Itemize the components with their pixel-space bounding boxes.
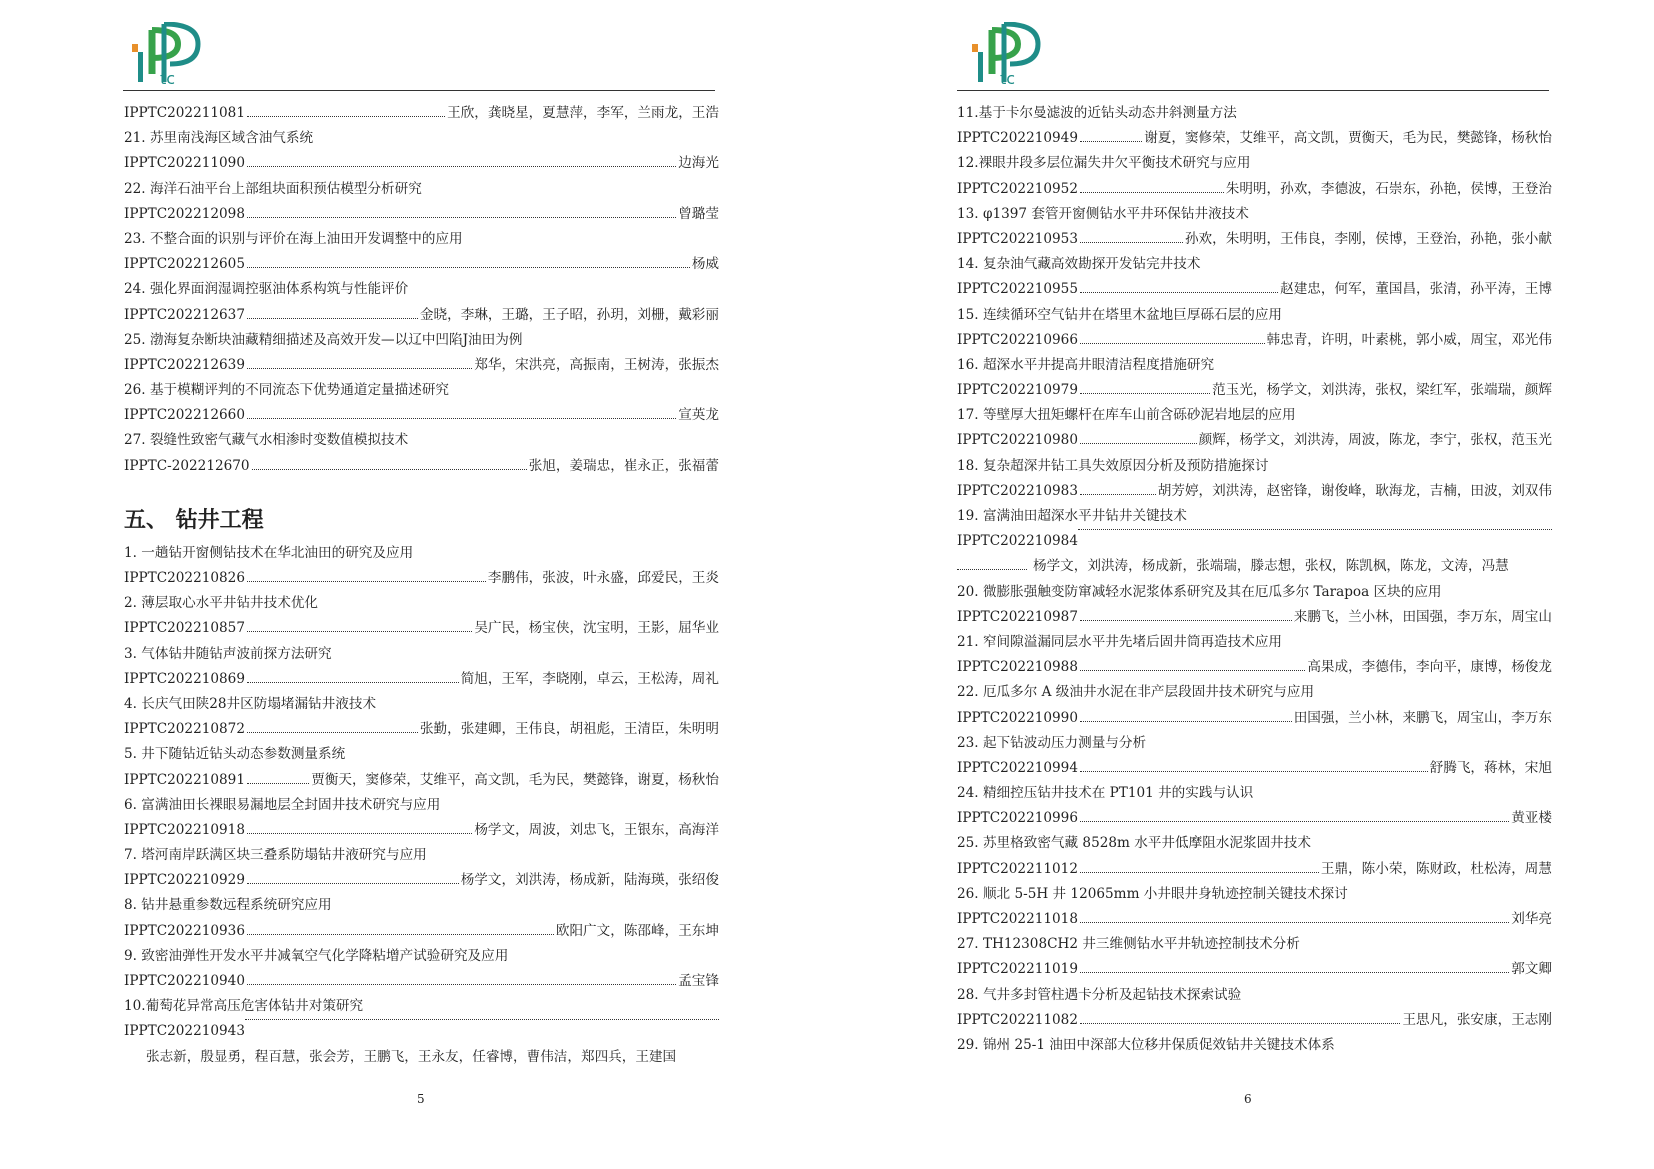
entry-title: 25. 渤海复杂断块油藏精细描述及高效开发—以辽中凹陷J油田为例 xyxy=(124,331,523,348)
entry-title: 24. 强化界面润湿调控驱油体系构筑与性能评价 xyxy=(124,281,409,298)
ipptc-logo xyxy=(130,22,208,90)
entry-code-row: IPPTC202210987 来鹏飞，兰小林，田国强，李万东，周宝山 xyxy=(957,608,1552,625)
entry-code-row: IPPTC202210996 黄亚楼 xyxy=(957,810,1552,827)
entry-title: 5. 井下随钻近钻头动态参数测量系统 xyxy=(124,746,346,763)
entry-title: 9. 致密油弹性开发水平井减氧空气化学降粘增产试验研究及应用 xyxy=(124,947,509,964)
entry-code-row: IPPTC202212637 金晓，李琳，王璐，王子昭，孙玥，刘栅，戴彩丽 xyxy=(124,306,719,323)
entry-title: 28. 气井多封管柱遇卡分析及起钻技术探索试验 xyxy=(957,986,1242,1003)
entry-code-row: IPPTC202210988 高果成，李德伟，李向平，康博，杨俊龙 xyxy=(957,659,1552,676)
entry-title: 7. 塔河南岸跃满区块三叠系防塌钻井液研究与应用 xyxy=(124,847,427,864)
entry-code-row: IPPTC202210918 杨学文，周波，刘忠飞，王银东，高海洋 xyxy=(124,821,719,838)
entry-title: 23. 不整合面的识别与评价在海上油田开发调整中的应用 xyxy=(124,230,463,247)
entry-code-row: IPPTC202210943 xyxy=(124,1019,719,1044)
entry-code-row: IPPTC202210891 贾衡天，窦修荣，艾维平，高文凯，毛为民，樊懿锋，谢夏，杨秋怡 xyxy=(124,771,719,788)
entry-authors: 张志新，殷显勇，程百慧，张会芳，王鹏飞，王永友，任睿博，曹伟洁，郑四兵，王建国 xyxy=(146,1048,677,1065)
entry-title: 19. 富满油田超深水平井钻井关键技术 xyxy=(957,508,1187,524)
entry-code-row: IPPTC202210994 舒腾飞，蒋林，宋旭 xyxy=(957,759,1552,776)
entry-title: 8. 钻井悬重参数远程系统研究应用 xyxy=(124,897,332,914)
entry-code-row: IPPTC202210949 谢夏，窦修荣，艾维平，高文凯，贾衡天，毛为民，樊懿锋，杨秋怡 xyxy=(957,130,1552,147)
entry-title: 18. 复杂超深井钻工具失效原因分析及预防措施探讨 xyxy=(957,457,1269,474)
entry-title: 20. 微膨胀强触变防窜减轻水泥浆体系研究及其在厄瓜多尔 Tarapoa 区块的应用 xyxy=(957,583,1442,600)
entry-title: 12.裸眼井段多层位漏失井欠平衡技术研究与应用 xyxy=(957,155,1251,172)
ipptc-logo xyxy=(970,22,1048,90)
entry-title: 11.基于卡尔曼滤波的近钻头动态井斜测量方法 xyxy=(957,105,1237,121)
entry-code-row: IPPTC202210857 吴广民，杨宝侠，沈宝明，王影，屈华业 xyxy=(124,620,719,637)
entry-code-row: IPPTC202211019 郭文卿 xyxy=(957,961,1552,978)
entry-title: 17. 等壁厚大扭矩螺杆在库车山前含砾砂泥岩地层的应用 xyxy=(957,407,1296,424)
entry-code-row: IPPTC202210983 胡芳婷，刘洪涛，赵密锋，谢俊峰，耿海龙，吉楠，田波，刘双伟 xyxy=(957,482,1552,499)
header-rule xyxy=(957,90,1549,91)
entry-title: 10.葡萄花异常高压危害体钻井对策研究 xyxy=(124,998,364,1015)
right-page xyxy=(827,0,1654,1169)
entry-code-row: IPPTC202210955 赵建忠，何军，董国昌，张清，孙平涛，王博 xyxy=(957,281,1552,298)
entry-code-row: IPPTC202210826 李鹏伟，张波，叶永盛，邱爱民，王炎 xyxy=(124,570,719,586)
entry-title: 3. 气体钻井随钻声波前探方法研究 xyxy=(124,645,332,662)
entry-code-row: IPPTC202211081 王欣，龚晓星，夏慧萍，李军，兰雨龙，王浩 xyxy=(124,105,719,121)
entry-code-row: IPPTC202210929 杨学文，刘洪涛，杨成新，陆海瑛，张绍俊 xyxy=(124,872,719,889)
entry-code-row: IPPTC202212605 杨威 xyxy=(124,256,719,273)
right-content xyxy=(957,101,1552,1058)
entry-title: 22. 厄瓜多尔 A 级油井水泥在非产层段固井技术研究与应用 xyxy=(957,684,1315,701)
entry-code-row: IPPTC202210990 田国强，兰小林，来鹏飞，周宝山，李万东 xyxy=(957,709,1552,726)
section-heading: 五、 钻井工程 xyxy=(124,507,264,533)
entry-title: 15. 连续循环空气钻井在塔里木盆地巨厚砾石层的应用 xyxy=(957,306,1283,323)
entry-title: 13. φ1397 套管开窗侧钻水平井环保钻井液技术 xyxy=(957,205,1249,222)
entry-code-row: IPPTC202210940 孟宝锋 xyxy=(124,973,719,989)
entry-title: 27. TH12308CH2 井三维侧钻水平井轨迹控制技术分析 xyxy=(957,936,1300,953)
entry-authors: 杨学文，刘洪涛，杨成新，张端瑞，滕志想，张权，陈凯枫，陈龙，文涛，冯慧 xyxy=(957,554,1552,579)
entry-code-row: IPPTC202210984 xyxy=(957,529,1552,554)
entry-code-row: IPPTC202210966 韩忠青，许明，叶素桃，郭小威，周宝，邓光伟 xyxy=(957,331,1552,348)
entry-code-row: IPPTC-202212670 张旭，姜瑞忠，崔永正，张福蕾 xyxy=(124,457,719,474)
entry-title: 14. 复杂油气藏高效勘探开发钻完井技术 xyxy=(957,256,1201,273)
svg-text:tc: tc xyxy=(1000,69,1016,88)
entry-code-row: IPPTC202210979 范玉光，杨学文，刘洪涛，张权，梁红军，张端瑞，颜辉 xyxy=(957,382,1552,399)
entry-title: 29. 锦州 25-1 油田中深部大位移井保质促效钻井关键技术体系 xyxy=(957,1036,1335,1053)
entry-title: 26. 基于模糊评判的不同流态下优势通道定量描述研究 xyxy=(124,382,450,399)
entry-title: 25. 苏里格致密气藏 8528m 水平井低摩阻水泥浆固井技术 xyxy=(957,835,1311,852)
entry-code-row: IPPTC202211018 刘华亮 xyxy=(957,911,1552,927)
entry-title: 23. 起下钻波动压力测量与分析 xyxy=(957,734,1147,751)
entry-code-row: IPPTC202212639 郑华，宋洪亮，高振南，王树涛，张振杰 xyxy=(124,356,719,373)
page-number: 6 xyxy=(1244,1092,1252,1106)
entry-code-row: IPPTC202211082 王思凡，张安康，王志刚 xyxy=(957,1011,1552,1028)
entry-code-row: IPPTC202210872 张勤，张建卿，王伟良，胡祖彪，王清臣，朱明明 xyxy=(124,721,719,738)
entry-code-row: IPPTC202212660 宣英龙 xyxy=(124,407,719,424)
entry-title: 26. 顺北 5-5H 井 12065mm 小井眼井身轨迹控制关键技术探讨 xyxy=(957,885,1348,902)
entry-code-row: IPPTC202210952 朱明明，孙欢，李德波，石崇东，孙艳，侯博，王登治 xyxy=(957,180,1552,197)
entry-title: 21. 窄间隙溢漏同层水平井先堵后固井筒再造技术应用 xyxy=(957,633,1283,650)
entry-title: 21. 苏里南浅海区域含油气系统 xyxy=(124,130,314,147)
left-content xyxy=(124,101,719,1070)
entry-title: 24. 精细控压钻井技术在 PT101 井的实践与认识 xyxy=(957,785,1254,802)
entry-code-row: IPPTC202211012 王鼎，陈小荣，陈财政，杜松涛，周慧 xyxy=(957,860,1552,877)
entry-title: 6. 富满油田长裸眼易漏地层全封固井技术研究与应用 xyxy=(124,796,441,813)
svg-text:tc: tc xyxy=(160,69,176,88)
entry-code-row: IPPTC202211090 边海光 xyxy=(124,155,719,172)
page-number: 5 xyxy=(417,1092,425,1106)
entry-title: 1. 一趟钻开窗侧钻技术在华北油田的研究及应用 xyxy=(124,544,414,561)
entry-code-row: IPPTC202212098 曾璐莹 xyxy=(124,205,719,222)
entry-title: 2. 薄层取心水平井钻井技术优化 xyxy=(124,595,319,612)
header-rule xyxy=(123,90,715,91)
entry-code-row: IPPTC202210953 孙欢，朱明明，王伟良，李刚，侯博，王登治，孙艳，张小献 xyxy=(957,230,1552,247)
entry-title: 16. 超深水平井提高井眼清洁程度措施研究 xyxy=(957,356,1215,373)
entry-code-row: IPPTC202210936 欧阳广文，陈邵峰，王东坤 xyxy=(124,922,719,939)
entry-code-row: IPPTC202210869 简旭，王军，李晓刚，卓云，王松涛，周礼 xyxy=(124,670,719,687)
entry-code-row: IPPTC202210980 颜辉，杨学文，刘洪涛，周波，陈龙，李宁，张权，范玉光 xyxy=(957,432,1552,449)
entry-title: 4. 长庆气田陕28井区防塌堵漏钻井液技术 xyxy=(124,695,377,712)
entry-title: 27. 裂缝性致密气藏气水相渗时变数值模拟技术 xyxy=(124,432,409,449)
entry-title: 22. 海洋石油平台上部组块面积预估模型分析研究 xyxy=(124,180,422,197)
